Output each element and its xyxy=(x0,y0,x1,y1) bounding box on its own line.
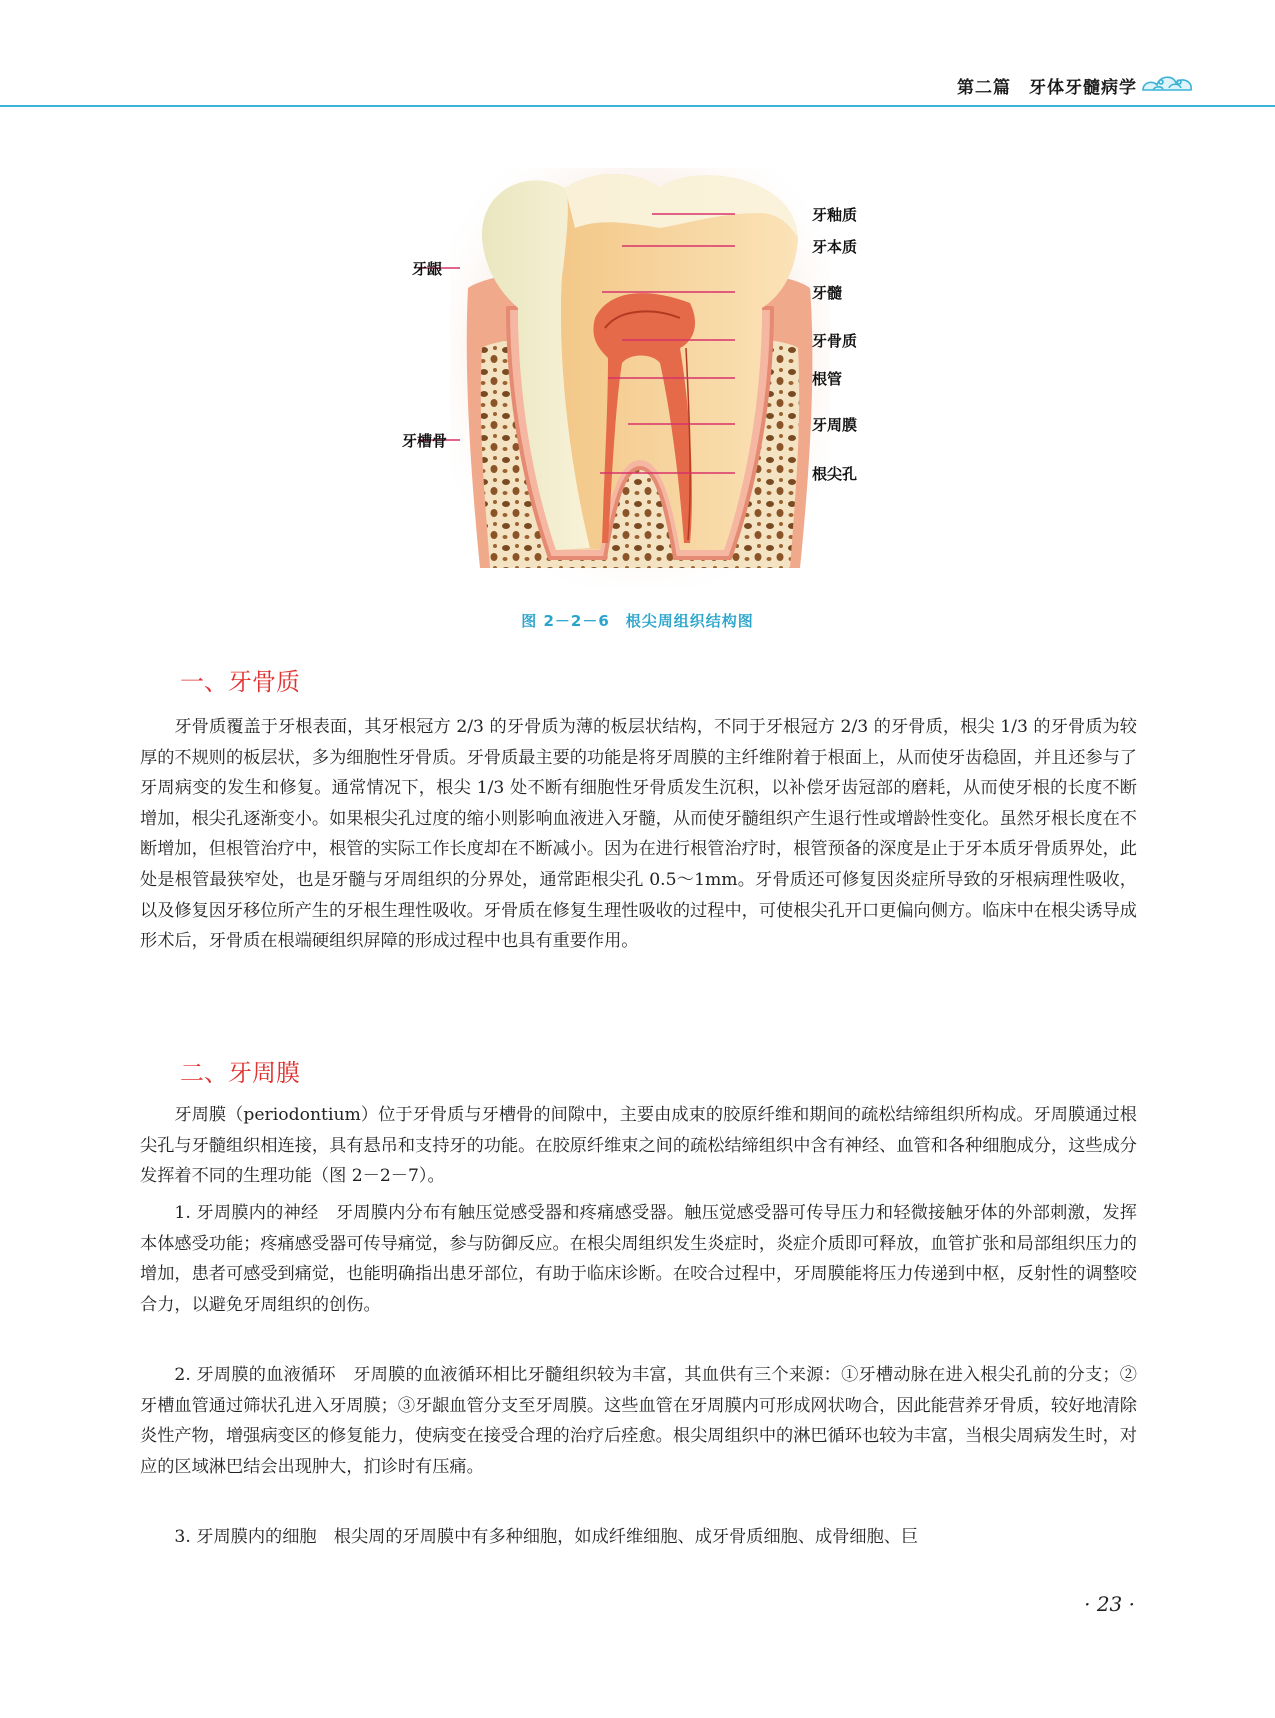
label-apical-foramen: 根尖孔 xyxy=(812,465,858,483)
paragraph: 牙骨质覆盖于牙根表面，其牙根冠方 2/3 的牙骨质为薄的板层状结构，不同于牙根冠方 2/3 的牙骨质，根尖 1/3 的牙骨质为较厚的不规则的板层状，多为细胞性牙骨质。牙骨质最主要的功能是将牙周膜的主纤维附着于根面上，从而使牙齿稳固，并且还参与了牙周病变的发生和修复。通常情况下，根尖 1/3 处不断有细胞性牙骨质发生沉积，以补偿牙齿冠部的磨耗，从而使牙根的长度不断增加，根尖孔逐渐变小。如果根尖孔过度的缩小则影响血液进入牙髓，从而使牙髓组织产生退行性或增龄性变化。虽然牙根长度在不断增加，但根管治疗中，根管的实际工作长度却在不断减小。因为在进行根管治疗时，根管预备的深度是止于牙本质牙骨质界处，此处是根管最狭窄处，也是牙髓与牙周组织的分界处，通常距根尖孔 0.5～1mm。牙骨质还可修复因炎症所导致的牙根病理性吸收，以及修复因牙移位所产生的牙根生理性吸收。牙骨质在修复生理性吸收的过程中，可使根尖孔开口更偏向侧方。临床中在根尖诱导成形术后，牙骨质在根端硬组织屏障的形成过程中也具有重要作用。 xyxy=(140,717,1137,952)
paragraph: 1. 牙周膜内的神经 牙周膜内分布有触压觉感受器和疼痛感受器。触压觉感受器可传导压力和轻微接触牙体的外部刺激，发挥本体感受功能；疼痛感受器可传导痛觉，参与防御反应。在根尖周组织发生炎症时，炎症介质即可释放，血管扩张和局部组织压力的增加，患者可感受到痛觉，也能明确指出患牙部位，有助于临床诊断。在咬合过程中，牙周膜能将压力传递到中枢，反射性的调整咬合力，以避免牙周组织的创伤。 xyxy=(140,1203,1137,1315)
section-title-cementum: 一、牙骨质 xyxy=(180,668,300,696)
label-dentin: 牙本质 xyxy=(812,238,858,256)
section-title-periodontium: 二、牙周膜 xyxy=(180,1059,300,1087)
cloud-ornament-icon xyxy=(1139,68,1197,98)
running-header: 第二篇 牙体牙髓病学 xyxy=(957,78,1137,98)
label-pulp: 牙髓 xyxy=(812,284,843,302)
tooth-structure-figure xyxy=(390,168,890,588)
label-root-canal: 根管 xyxy=(812,370,843,388)
page-number: · 23 · xyxy=(1084,1592,1135,1616)
paragraph: 牙周膜（periodontium）位于牙骨质与牙槽骨的间隙中，主要由成束的胶原纤维和期间的疏松结缔组织所构成。牙周膜通过根尖孔与牙髓组织相连接，具有悬吊和支持牙的功能。在胶原纤维束之间的疏松结缔组织中含有神经、血管和各种细胞成分，这些成分发挥着不同的生理功能（图 2－2－7）。 xyxy=(140,1105,1137,1187)
paragraph: 3. 牙周膜内的细胞 根尖周的牙周膜中有多种细胞，如成纤维细胞、成牙骨质细胞、成骨细胞、巨 xyxy=(174,1527,919,1547)
label-alveolar-bone: 牙槽骨 xyxy=(402,432,448,450)
header-rule xyxy=(0,105,1275,107)
paragraph: 2. 牙周膜的血液循环 牙周膜的血液循环相比牙髓组织较为丰富，其血供有三个来源：①牙槽动脉在进入根尖孔前的分支；②牙槽血管通过筛状孔进入牙周膜；③牙龈血管分支至牙周膜。这些血管在牙周膜内可形成网状吻合，因此能营养牙骨质，较好地清除炎性产物，增强病变区的修复能力，使病变在接受合理的治疗后痊愈。根尖周组织中的淋巴循环也较为丰富，当根尖周病发生时，对应的区域淋巴结会出现肿大，扪诊时有压痛。 xyxy=(140,1365,1137,1477)
label-enamel: 牙釉质 xyxy=(812,206,858,224)
label-periodontium: 牙周膜 xyxy=(812,416,858,434)
label-cementum: 牙骨质 xyxy=(812,332,858,350)
label-gingiva: 牙龈 xyxy=(412,260,443,278)
figure-caption: 图 2－2－6 根尖周组织结构图 xyxy=(521,612,754,630)
